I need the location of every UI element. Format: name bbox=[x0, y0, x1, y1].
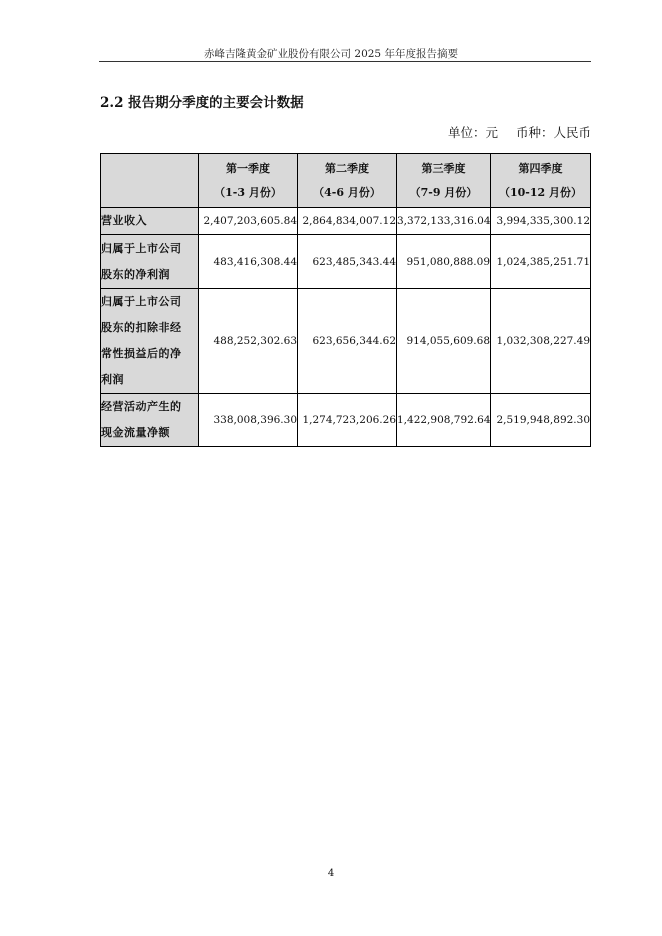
row-label-line: 营业收入 bbox=[101, 214, 147, 227]
unit-label: 单位：元 bbox=[447, 125, 498, 140]
column-header-q2 bbox=[298, 154, 397, 208]
table-header-row bbox=[101, 154, 591, 208]
table-cell: 1,024,385,251.71 bbox=[491, 235, 591, 289]
column-range: （4-6 月份） bbox=[313, 185, 381, 199]
row-label bbox=[101, 289, 199, 394]
column-header-q4 bbox=[491, 154, 591, 208]
table-cell: 1,422,908,792.64 bbox=[397, 394, 491, 447]
table-cell: 3,994,335,300.12 bbox=[491, 208, 591, 235]
table-cell: 3,372,133,316.04 bbox=[397, 208, 491, 235]
row-label-line: 股东的扣除非经 bbox=[101, 321, 182, 334]
column-range: （7-9 月份） bbox=[409, 185, 478, 199]
column-name: 第三季度 bbox=[421, 161, 466, 175]
row-label-line: 股东的净利润 bbox=[101, 267, 170, 281]
table-cell: 483,416,308.44 bbox=[199, 235, 298, 289]
page-number: 4 bbox=[327, 868, 335, 879]
table-row bbox=[101, 208, 591, 235]
unit-line bbox=[434, 123, 591, 141]
page-header-title: 赤峰吉隆黄金矿业股份有限公司 2025 年年度报告摘要 bbox=[204, 48, 458, 60]
table-cell: 1,274,723,206.26 bbox=[298, 394, 397, 447]
row-label-line: 经营活动产生的 bbox=[101, 400, 182, 413]
column-name: 第二季度 bbox=[325, 161, 369, 175]
header-divider bbox=[99, 61, 591, 62]
table-row bbox=[101, 235, 591, 289]
table-cell: 623,485,343.44 bbox=[298, 235, 397, 289]
currency-label: 币种：人民币 bbox=[515, 125, 591, 140]
table-row bbox=[101, 289, 591, 394]
row-label bbox=[101, 235, 199, 289]
table-cell: 2,519,948,892.30 bbox=[491, 394, 591, 447]
row-label bbox=[101, 208, 199, 235]
row-label-line: 现金流量净额 bbox=[101, 426, 170, 439]
table-row bbox=[101, 394, 591, 447]
table-cell: 338,008,396.30 bbox=[199, 394, 298, 447]
column-name: 第四季度 bbox=[518, 161, 563, 175]
table-cell: 2,407,203,605.84 bbox=[199, 208, 298, 235]
table-cell: 1,032,308,227.49 bbox=[491, 289, 591, 394]
row-label-line: 常性损益后的净 bbox=[101, 347, 182, 360]
column-header-q3 bbox=[397, 154, 491, 208]
row-label-line: 归属于上市公司 bbox=[101, 295, 182, 308]
column-range: （1-3 月份） bbox=[214, 185, 282, 199]
table-corner-cell bbox=[101, 154, 199, 208]
row-label-line: 利润 bbox=[101, 373, 124, 386]
column-range: （10-12 月份） bbox=[498, 185, 582, 199]
section-title: 2.2 报告期分季度的主要会计数据 bbox=[100, 95, 304, 111]
row-label bbox=[101, 394, 199, 447]
row-label-line: 归属于上市公司 bbox=[101, 241, 182, 255]
table-cell: 623,656,344.62 bbox=[298, 289, 397, 394]
table-cell: 951,080,888.09 bbox=[397, 235, 491, 289]
column-name: 第一季度 bbox=[226, 161, 270, 175]
column-header-q1 bbox=[199, 154, 298, 208]
table-cell: 488,252,302.63 bbox=[199, 289, 298, 394]
table-cell: 2,864,834,007.12 bbox=[298, 208, 397, 235]
quarterly-data-table bbox=[100, 153, 591, 447]
table-cell: 914,055,609.68 bbox=[397, 289, 491, 394]
